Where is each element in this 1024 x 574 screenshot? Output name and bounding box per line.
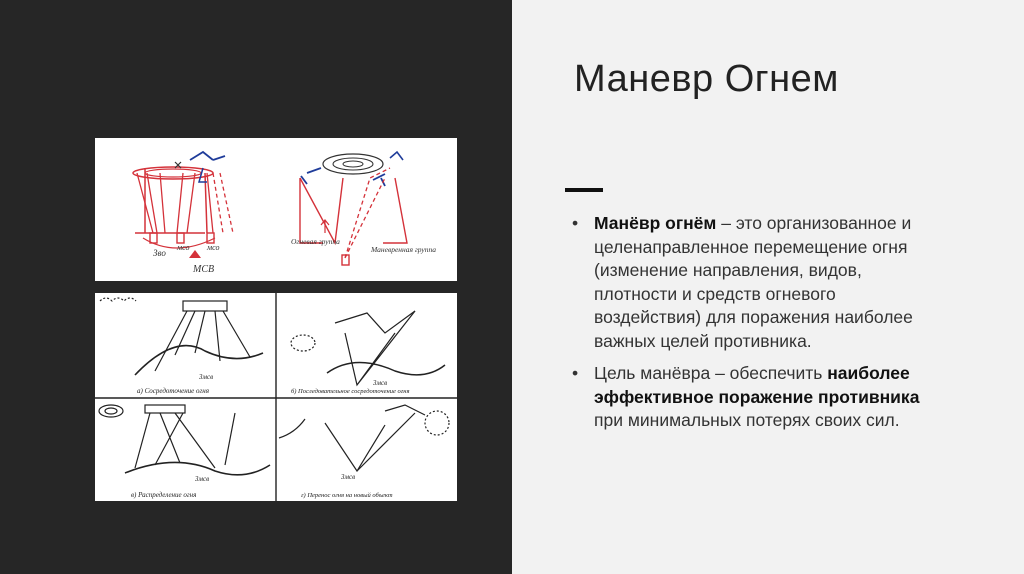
caption-b: б) Последовательное сосредоточение огня: [291, 388, 410, 395]
figure-bottom: [95, 293, 457, 501]
figure-top-svg: [95, 138, 457, 281]
label-zmsv-d: 3мсв: [341, 473, 356, 481]
bullet-item-2: [572, 362, 932, 433]
bullet-item-1: [572, 212, 932, 353]
panel-c: [99, 405, 270, 499]
bullet-1-text: – это организованное и целенаправленное перемещение огня (изменение направления, видов, плотности и средств огневого воздействия) для поражения наиболее важных целей противника.: [594, 213, 913, 351]
label-zmsv-b: 3мсв: [373, 379, 388, 387]
caption-a: а) Сосредоточение огня: [137, 387, 209, 395]
label-zmsv-a: 3мсв: [199, 373, 214, 381]
caption-d: г) Перенос огня на новый объект: [301, 492, 393, 499]
bullet-2-text-after: при минимальных потерях своих сил.: [594, 410, 900, 430]
bullet-list: [572, 212, 932, 442]
label-msv: МСВ: [193, 264, 215, 275]
figure-bottom-svg: [95, 293, 457, 501]
label-zmsv-c: 3мсв: [195, 475, 210, 483]
bullet-2-text-before: Цель манёвра – обеспечить: [594, 363, 828, 383]
bullet-dot-icon: •: [572, 213, 579, 233]
bullet-dot-icon: •: [572, 363, 579, 383]
label-mso-1: мсо: [177, 243, 190, 252]
panel-b: [291, 311, 445, 395]
title-rule: [565, 188, 603, 192]
panel-a: [100, 298, 263, 395]
label-maneuver-group: Маневренная группа: [371, 245, 436, 254]
panel-d: [279, 405, 449, 499]
diagram-right: [291, 152, 436, 265]
label-zvo: Звo: [153, 248, 166, 258]
caption-c: в) Распределение огня: [131, 491, 197, 499]
slide-title: Маневр Огнем: [574, 58, 839, 100]
diagram-left: [133, 152, 233, 275]
bullet-1-bold: Манёвр огнём: [594, 213, 717, 233]
bullet-2-bold: наиболее эффективное поражение противника: [594, 363, 920, 407]
label-mso-2: мсо: [207, 243, 220, 252]
figure-top: [95, 138, 457, 281]
label-fire-group: Огневая группа: [291, 237, 340, 246]
